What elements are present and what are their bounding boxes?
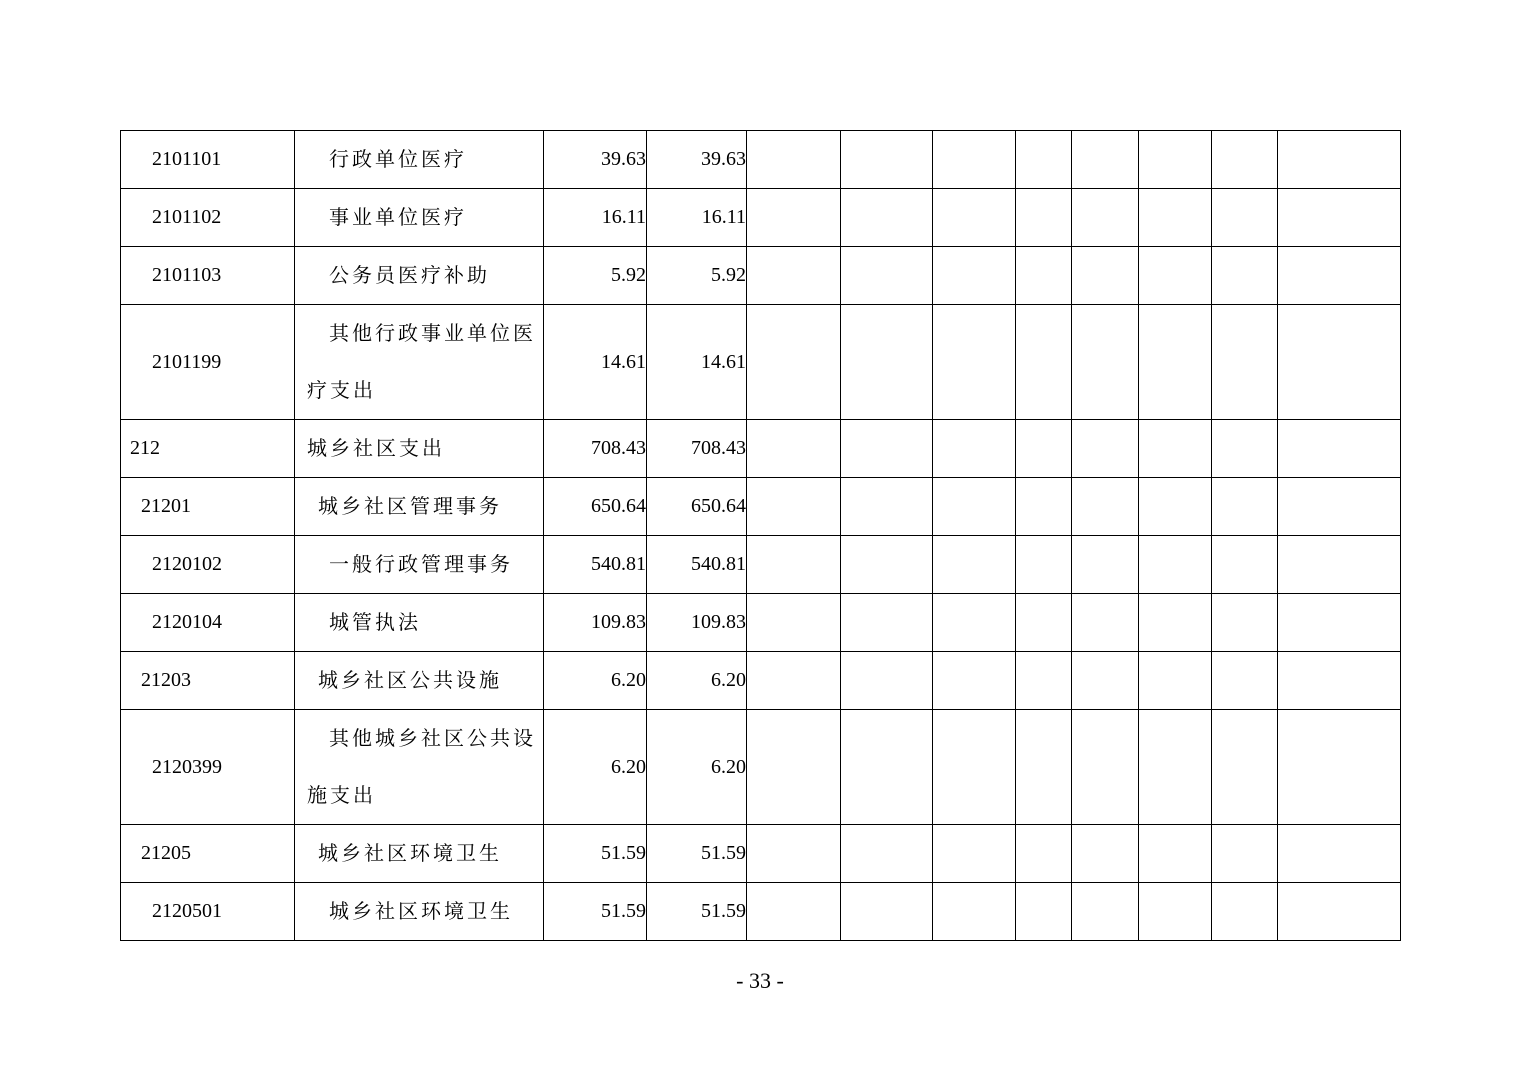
empty-cell — [1072, 305, 1139, 420]
empty-cell — [841, 594, 933, 652]
amount-cell: 6.20 — [647, 710, 747, 825]
empty-cell — [1212, 652, 1278, 710]
subject-name-line: 事业单位医疗 — [329, 205, 467, 229]
empty-cell — [933, 652, 1016, 710]
subject-name-cell — [295, 189, 544, 247]
amount-cell: 5.92 — [544, 247, 647, 305]
empty-cell — [933, 189, 1016, 247]
subject-name-cell — [295, 594, 544, 652]
table-row — [121, 594, 1401, 652]
empty-cell — [841, 825, 933, 883]
table-row — [121, 420, 1401, 478]
empty-cell — [1016, 652, 1072, 710]
amount-cell: 14.61 — [647, 305, 747, 420]
amount-cell: 708.43 — [647, 420, 747, 478]
amount-cell: 39.63 — [647, 131, 747, 189]
empty-cell — [1278, 825, 1401, 883]
empty-cell — [841, 478, 933, 536]
empty-cell — [1139, 478, 1212, 536]
subject-name-line: 其他城乡社区公共设 — [329, 726, 536, 750]
subject-name-line: 其他行政事业单位医 — [329, 321, 536, 345]
empty-cell — [1278, 536, 1401, 594]
empty-cell — [747, 305, 841, 420]
empty-cell — [933, 305, 1016, 420]
table-row — [121, 536, 1401, 594]
subject-code-cell: 2120501 — [121, 883, 295, 941]
empty-cell — [747, 131, 841, 189]
empty-cell — [841, 131, 933, 189]
empty-cell — [1072, 420, 1139, 478]
empty-cell — [1278, 420, 1401, 478]
empty-cell — [933, 131, 1016, 189]
empty-cell — [933, 710, 1016, 825]
subject-name-cell — [295, 478, 544, 536]
table-row — [121, 652, 1401, 710]
empty-cell — [933, 883, 1016, 941]
empty-cell — [747, 652, 841, 710]
empty-cell — [747, 710, 841, 825]
subject-name-line: 城乡社区管理事务 — [318, 494, 502, 518]
subject-name-line: 城乡社区支出 — [307, 436, 445, 460]
empty-cell — [1016, 478, 1072, 536]
empty-cell — [1072, 536, 1139, 594]
subject-name-cell — [295, 305, 544, 420]
subject-code-cell: 2120399 — [121, 710, 295, 825]
amount-cell: 16.11 — [647, 189, 747, 247]
empty-cell — [1139, 247, 1212, 305]
empty-cell — [1139, 883, 1212, 941]
empty-cell — [841, 536, 933, 594]
empty-cell — [1072, 131, 1139, 189]
subject-name-line: 城管执法 — [329, 610, 421, 634]
empty-cell — [933, 594, 1016, 652]
empty-cell — [841, 710, 933, 825]
empty-cell — [1278, 652, 1401, 710]
table-row — [121, 305, 1401, 420]
empty-cell — [1212, 247, 1278, 305]
subject-name-cell — [295, 883, 544, 941]
empty-cell — [1072, 825, 1139, 883]
empty-cell — [1072, 652, 1139, 710]
amount-cell: 6.20 — [544, 652, 647, 710]
subject-name-line: 公务员医疗补助 — [329, 263, 490, 287]
subject-name-cell — [295, 131, 544, 189]
subject-code-cell: 2120102 — [121, 536, 295, 594]
amount-cell: 5.92 — [647, 247, 747, 305]
empty-cell — [841, 420, 933, 478]
empty-cell — [1212, 536, 1278, 594]
empty-cell — [747, 478, 841, 536]
subject-name-cell — [295, 536, 544, 594]
empty-cell — [1016, 594, 1072, 652]
empty-cell — [1139, 594, 1212, 652]
subject-code-cell: 2120104 — [121, 594, 295, 652]
table-row — [121, 883, 1401, 941]
table-row — [121, 710, 1401, 825]
empty-cell — [1212, 478, 1278, 536]
subject-name-cell — [295, 710, 544, 825]
subject-name-line: 一般行政管理事务 — [329, 552, 513, 576]
amount-cell: 6.20 — [647, 652, 747, 710]
empty-cell — [1212, 710, 1278, 825]
amount-cell: 51.59 — [544, 883, 647, 941]
empty-cell — [1278, 131, 1401, 189]
empty-cell — [1278, 710, 1401, 825]
page-number: - 33 - — [736, 968, 784, 993]
table-row — [121, 825, 1401, 883]
empty-cell — [747, 189, 841, 247]
empty-cell — [1072, 189, 1139, 247]
subject-name-line: 城乡社区环境卫生 — [329, 899, 513, 923]
empty-cell — [841, 652, 933, 710]
subject-code-cell: 212 — [121, 420, 295, 478]
empty-cell — [1139, 420, 1212, 478]
empty-cell — [747, 420, 841, 478]
table-body — [121, 131, 1401, 941]
subject-code-cell: 2101199 — [121, 305, 295, 420]
empty-cell — [1016, 131, 1072, 189]
empty-cell — [1016, 883, 1072, 941]
empty-cell — [747, 594, 841, 652]
empty-cell — [1016, 247, 1072, 305]
table-row — [121, 247, 1401, 305]
empty-cell — [933, 478, 1016, 536]
subject-name-cell — [295, 420, 544, 478]
amount-cell: 16.11 — [544, 189, 647, 247]
empty-cell — [1016, 825, 1072, 883]
empty-cell — [1278, 594, 1401, 652]
amount-cell: 51.59 — [647, 883, 747, 941]
empty-cell — [1072, 247, 1139, 305]
empty-cell — [841, 305, 933, 420]
empty-cell — [1139, 652, 1212, 710]
amount-cell: 708.43 — [544, 420, 647, 478]
amount-cell: 51.59 — [544, 825, 647, 883]
amount-cell: 540.81 — [544, 536, 647, 594]
empty-cell — [1016, 305, 1072, 420]
empty-cell — [1212, 594, 1278, 652]
empty-cell — [1278, 305, 1401, 420]
empty-cell — [747, 883, 841, 941]
empty-cell — [1139, 305, 1212, 420]
amount-cell: 109.83 — [544, 594, 647, 652]
empty-cell — [1278, 247, 1401, 305]
empty-cell — [1212, 189, 1278, 247]
empty-cell — [1072, 478, 1139, 536]
amount-cell: 650.64 — [647, 478, 747, 536]
amount-cell: 650.64 — [544, 478, 647, 536]
empty-cell — [1212, 305, 1278, 420]
empty-cell — [933, 825, 1016, 883]
table-row — [121, 478, 1401, 536]
empty-cell — [1016, 710, 1072, 825]
empty-cell — [1016, 536, 1072, 594]
amount-cell: 109.83 — [647, 594, 747, 652]
amount-cell: 14.61 — [544, 305, 647, 420]
empty-cell — [747, 247, 841, 305]
empty-cell — [1212, 825, 1278, 883]
subject-code-cell: 2101101 — [121, 131, 295, 189]
empty-cell — [747, 825, 841, 883]
subject-name-cell — [295, 825, 544, 883]
subject-code-cell: 21205 — [121, 825, 295, 883]
empty-cell — [1016, 189, 1072, 247]
empty-cell — [933, 247, 1016, 305]
empty-cell — [747, 536, 841, 594]
empty-cell — [841, 883, 933, 941]
empty-cell — [1072, 710, 1139, 825]
empty-cell — [1072, 594, 1139, 652]
subject-name-line: 疗支出 — [307, 378, 376, 402]
subject-name-cell — [295, 247, 544, 305]
empty-cell — [1139, 189, 1212, 247]
empty-cell — [1139, 536, 1212, 594]
budget-table — [120, 130, 1401, 941]
empty-cell — [1212, 131, 1278, 189]
empty-cell — [1212, 420, 1278, 478]
subject-name-line: 城乡社区环境卫生 — [318, 841, 502, 865]
empty-cell — [1278, 189, 1401, 247]
table-row — [121, 131, 1401, 189]
subject-code-cell: 2101102 — [121, 189, 295, 247]
empty-cell — [1072, 883, 1139, 941]
empty-cell — [933, 536, 1016, 594]
empty-cell — [841, 247, 933, 305]
empty-cell — [1139, 710, 1212, 825]
subject-name-cell — [295, 652, 544, 710]
subject-name-line: 行政单位医疗 — [329, 147, 467, 171]
empty-cell — [1278, 883, 1401, 941]
subject-code-cell: 2101103 — [121, 247, 295, 305]
empty-cell — [933, 420, 1016, 478]
empty-cell — [1016, 420, 1072, 478]
empty-cell — [841, 189, 933, 247]
table-row — [121, 189, 1401, 247]
empty-cell — [1212, 883, 1278, 941]
subject-name-line: 施支出 — [307, 783, 376, 807]
subject-name-line: 城乡社区公共设施 — [318, 668, 502, 692]
empty-cell — [1139, 131, 1212, 189]
subject-code-cell: 21201 — [121, 478, 295, 536]
amount-cell: 39.63 — [544, 131, 647, 189]
empty-cell — [1139, 825, 1212, 883]
amount-cell: 540.81 — [647, 536, 747, 594]
amount-cell: 51.59 — [647, 825, 747, 883]
empty-cell — [1278, 478, 1401, 536]
amount-cell: 6.20 — [544, 710, 647, 825]
subject-code-cell: 21203 — [121, 652, 295, 710]
